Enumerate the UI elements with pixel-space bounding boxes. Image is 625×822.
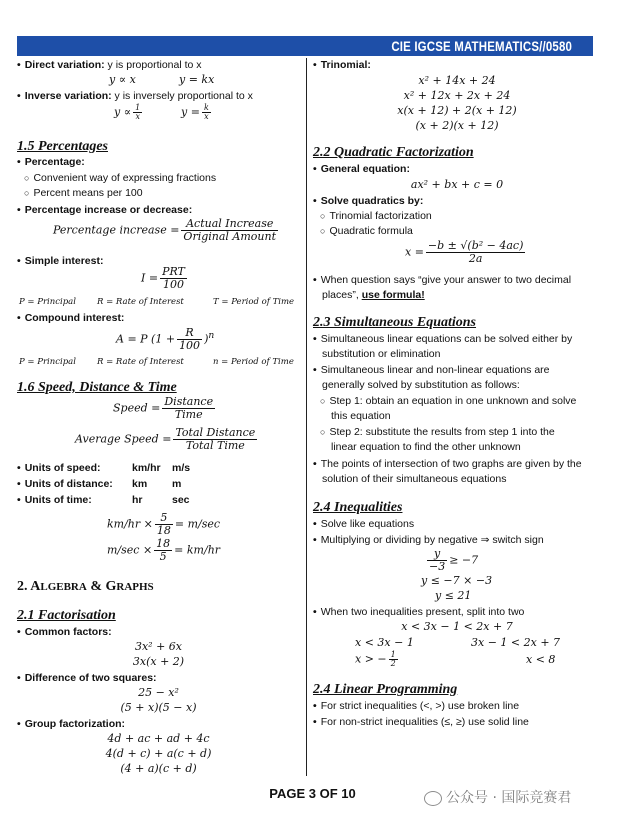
- percentage-item-1: ○ Convenient way of expressing fractions: [17, 171, 300, 185]
- percentage-item-2: ○ Percent means per 100: [17, 186, 300, 200]
- page-number: PAGE 3 OF 10: [269, 786, 356, 801]
- ineq-bullet-2: • Multiplying or dividing by negative ⇒ switch sign: [313, 533, 601, 547]
- common-factors-l2: 3x(x + 2): [132, 655, 185, 668]
- sim-bullet-1: • Simultaneous linear equations can be solved either by: [313, 332, 601, 346]
- inverse-variation: • Inverse variation: y is inversely proportional to x: [17, 89, 300, 103]
- solve-label: • Solve quadratics by:: [313, 194, 601, 208]
- section-2-2-title: 2.2 Quadratic Factorization: [313, 145, 474, 160]
- wechat-icon: [424, 791, 442, 806]
- section-2-4b-title: 2.4 Linear Programming: [313, 682, 458, 697]
- header-title: CIE IGCSE MATHEMATICS//0580: [390, 38, 572, 54]
- inverse-formula-2: y = $\frac{k}{x}$: [181, 103, 209, 121]
- group-fact-l1: 4d + ac + ad + 4c: [107, 732, 210, 745]
- trinomial-label: • Trinomial:: [313, 58, 601, 72]
- general-eq: ax² + bx + c = 0: [410, 178, 504, 191]
- section-2-title: 2. ALGEBRA & GRAPHS: [17, 579, 154, 594]
- trinomial-l2: x² + 12x + 2x + 24: [403, 89, 511, 102]
- ci-legend-n: n = Period of Time: [213, 357, 294, 367]
- units-speed-u1: km/hr: [132, 462, 161, 474]
- intersect-1: • The points of intersection of two graphs are given by the: [313, 457, 601, 471]
- sim-bullet-1-cont: substitution or elimination: [322, 348, 441, 360]
- si-legend-p: P = Principal: [19, 297, 76, 307]
- units-time: • Units of time:: [17, 493, 300, 507]
- section-2-1-title: 2.1 Factorisation: [17, 608, 116, 623]
- general-eq-label: • General equation:: [313, 162, 601, 176]
- sim-bullet-2-cont: generally solved by substitution as follows:: [322, 379, 520, 391]
- common-factors-label: • Common factors:: [17, 625, 300, 639]
- section-1-6-title: 1.6 Speed, Distance & Time: [17, 380, 177, 395]
- decimal-note-1: • When question says “give your answer to two decimal: [313, 273, 601, 287]
- step-1-cont: this equation: [331, 410, 391, 422]
- avg-speed-formula: Average Speed = Total Distance Total Time: [75, 426, 256, 452]
- units-time-u1: hr: [132, 494, 143, 506]
- lp-bullet-2: • For non-strict inequalities (≤, ≥) use solid line: [313, 715, 601, 729]
- conversion-2: m/sec × $\frac{18}{5}$ = km/hr: [107, 537, 221, 563]
- section-2-3-title: 2.3 Simultaneous Equations: [313, 315, 477, 330]
- common-factors-l1: 3x² + 6x: [134, 640, 183, 653]
- trinomial-l1: x² + 14x + 24: [418, 74, 496, 87]
- percentage-label: • Percentage:: [17, 155, 300, 169]
- decimal-note-2: places”, use formula!: [322, 289, 425, 301]
- ineq-formula-2: y ≤ −7 × −3: [421, 574, 493, 587]
- ineq-formula-3: y ≤ 21: [435, 589, 472, 602]
- si-legend-r: R = Rate of Interest: [97, 297, 184, 307]
- two-ineq-f2a: x < 3x − 1: [355, 636, 414, 649]
- units-distance: • Units of distance:: [17, 477, 300, 491]
- direct-variation: • Direct variation: y is proportional to x: [17, 58, 300, 72]
- inverse-formula-1: y ∝ $\frac{1}{x}$: [114, 103, 141, 121]
- two-ineq-f2b: 3x − 1 < 2x + 7: [471, 636, 561, 649]
- units-speed: • Units of speed:: [17, 461, 300, 475]
- pct-change-formula: Percentage increase = Actual Increase Original Amount: [53, 217, 277, 243]
- quadratic-formula: x = $\frac{\text{−b ± √(b² − 4ac)}}{2a}$: [405, 239, 524, 265]
- conversion-1: km/hr × $\frac{5}{18}$ = m/sec: [107, 511, 221, 537]
- step-2: ○ Step 2: substitute the results from step 1 into the: [313, 425, 601, 439]
- simple-interest-formula: I = PRT 100: [141, 265, 185, 291]
- direct-formula-2: y = kx: [179, 73, 215, 86]
- speed-formula: Speed = Distance Time: [113, 395, 214, 421]
- two-ineq-f3a: x > − $\frac{1}{2}$: [355, 650, 396, 668]
- units-time-u2: sec: [172, 494, 190, 506]
- header-bar: [17, 36, 593, 56]
- si-legend-t: T = Period of Time: [213, 297, 295, 307]
- simple-interest-label: • Simple interest:: [17, 254, 300, 268]
- diff-squares-label: • Difference of two squares:: [17, 671, 300, 685]
- compound-interest-formula: A = P (1 + $\frac{R}{100}$ )$^n$: [116, 326, 215, 352]
- column-divider: [306, 58, 307, 776]
- units-distance-u1: km: [132, 478, 148, 490]
- watermark: 公众号 · 国际竞赛君: [424, 787, 571, 807]
- ineq-bullet-1: • Solve like equations: [313, 517, 601, 531]
- intersect-2: solution of their simultaneous equations: [322, 473, 507, 485]
- step-2-cont: linear equation to find the other unknown: [331, 441, 521, 453]
- ineq-formula-1: $\frac{y}{-3}$ ≥ −7: [429, 547, 479, 573]
- trinomial-l4: (x + 2)(x + 12): [415, 119, 499, 132]
- group-fact-label: • Group factorization:: [17, 717, 300, 731]
- compound-interest-label: • Compound interest:: [17, 311, 300, 325]
- units-distance-u2: m: [172, 478, 182, 490]
- two-ineq-bullet: • When two inequalities present, split into two: [313, 605, 601, 619]
- units-speed-u2: m/s: [172, 462, 191, 474]
- trinomial-l3: x(x + 12) + 2(x + 12): [397, 104, 517, 117]
- lp-bullet-1: • For strict inequalities (<, >) use broken line: [313, 699, 601, 713]
- ci-legend-p: P = Principal: [19, 357, 76, 367]
- ci-legend-r: R = Rate of Interest: [97, 357, 184, 367]
- diff-squares-l1: 25 − x²: [138, 686, 179, 699]
- solve-item-2: ○ Quadratic formula: [313, 224, 601, 238]
- pct-change-label: • Percentage increase or decrease:: [17, 203, 300, 217]
- sim-bullet-2: • Simultaneous linear and non-linear equations are: [313, 363, 601, 377]
- group-fact-l2: 4(d + c) + a(c + d): [105, 747, 212, 760]
- group-fact-l3: (4 + a)(c + d): [120, 762, 197, 775]
- section-1-5-title: 1.5 Percentages: [17, 139, 108, 154]
- section-2-4-title: 2.4 Inequalities: [313, 500, 403, 515]
- two-ineq-f3b: x < 8: [526, 653, 556, 666]
- two-ineq-f1: x < 3x − 1 < 2x + 7: [401, 620, 513, 633]
- direct-formula-1: y ∝ x: [109, 73, 136, 86]
- solve-item-1: ○ Trinomial factorization: [313, 209, 601, 223]
- step-1: ○ Step 1: obtain an equation in one unknown and solve: [313, 394, 601, 408]
- diff-squares-l2: (5 + x)(5 − x): [120, 701, 197, 714]
